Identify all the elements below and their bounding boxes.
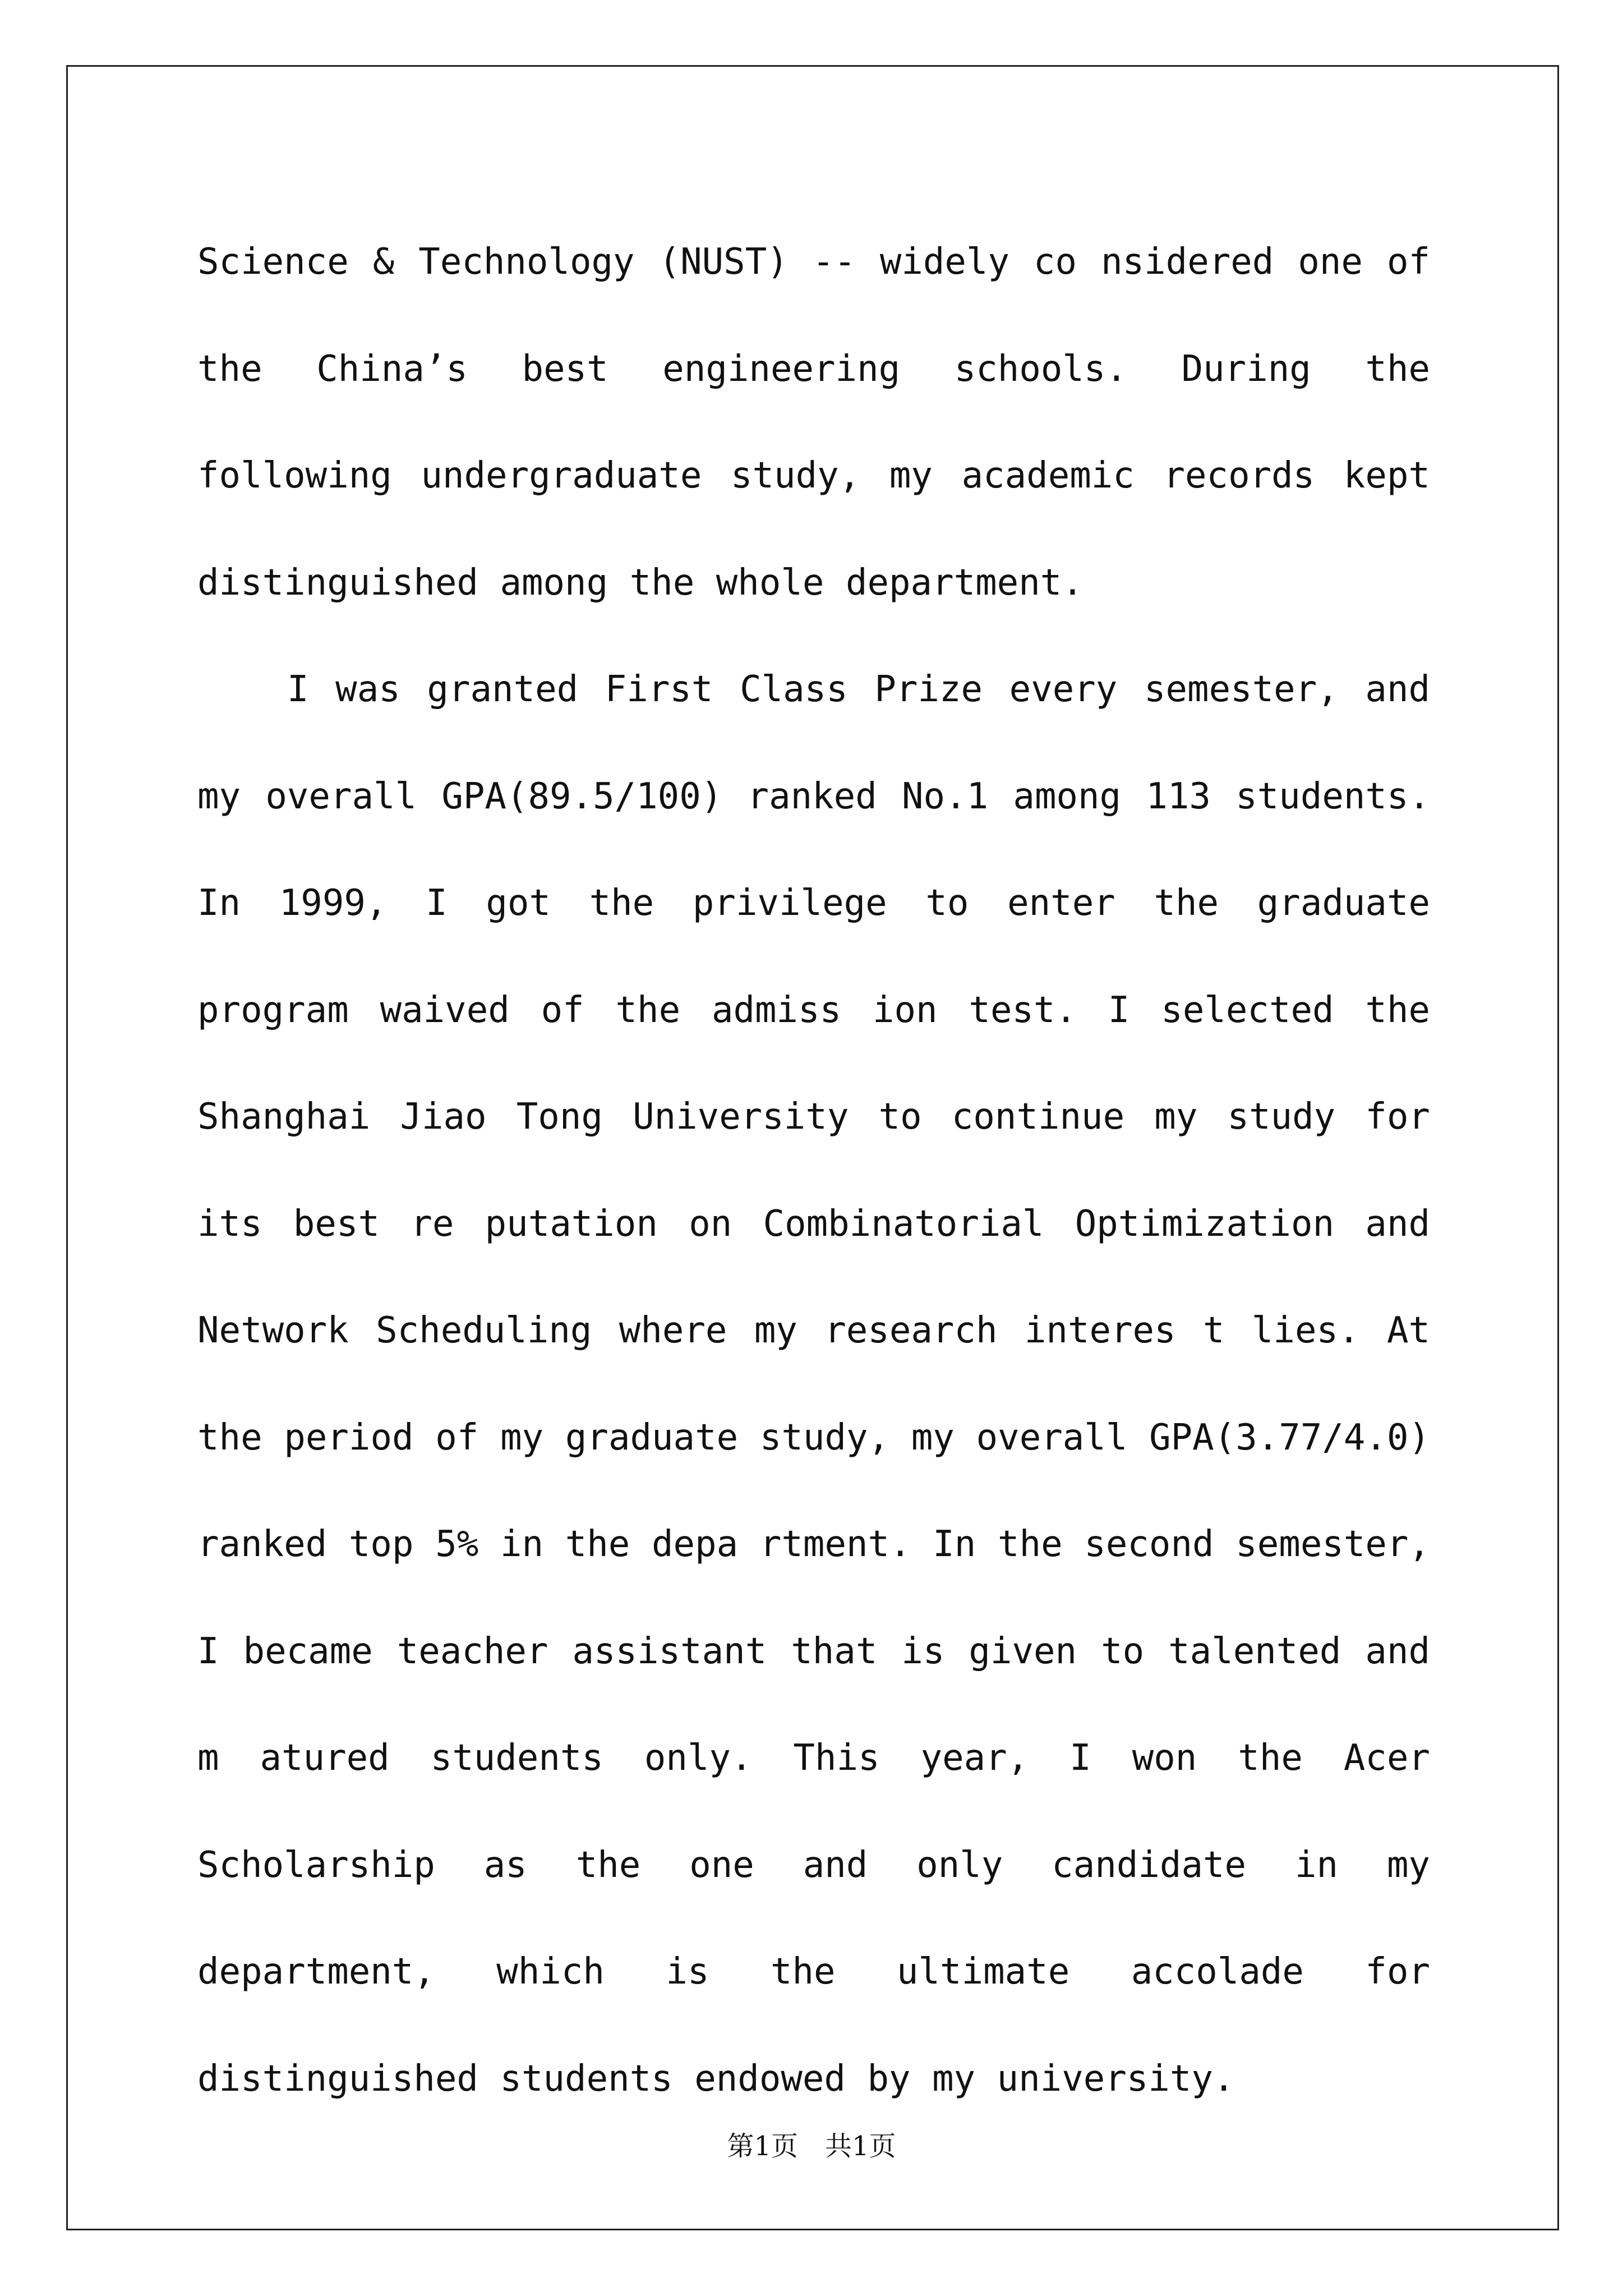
paragraph-1: Science & Technology (NUST) -- widely co nsidered one of the China’s best engineering schools. During the following undergraduate study, my academic records kept distinguished among the whole department. — [197, 241, 1430, 604]
document-body — [197, 209, 1430, 2132]
paragraph-2: I was granted First Class Prize every semester, and my overall GPA(89.5/100) ranked No.1 among 113 students. In 1999, I got the privilege to enter the graduate program waived of the admiss ion test. I selected the Shanghai Jiao Tong University to continue my study for its best re putation on Combinatorial Optimization and Network Scheduling where my research interes t lies. At the period of my graduate study, my overall GPA(3.77/4.0) ranked top 5% in the depa rtment. In the second semester, I became teacher assistant that is given to talented and m atured students only. This year, I won the Acer Scholarship as the one and only candidate in my department, which is the ultimate accolade for distinguished students endowed by my university. — [197, 669, 1430, 2100]
page-number-footer: 第1页 共1页 — [727, 2131, 896, 2162]
